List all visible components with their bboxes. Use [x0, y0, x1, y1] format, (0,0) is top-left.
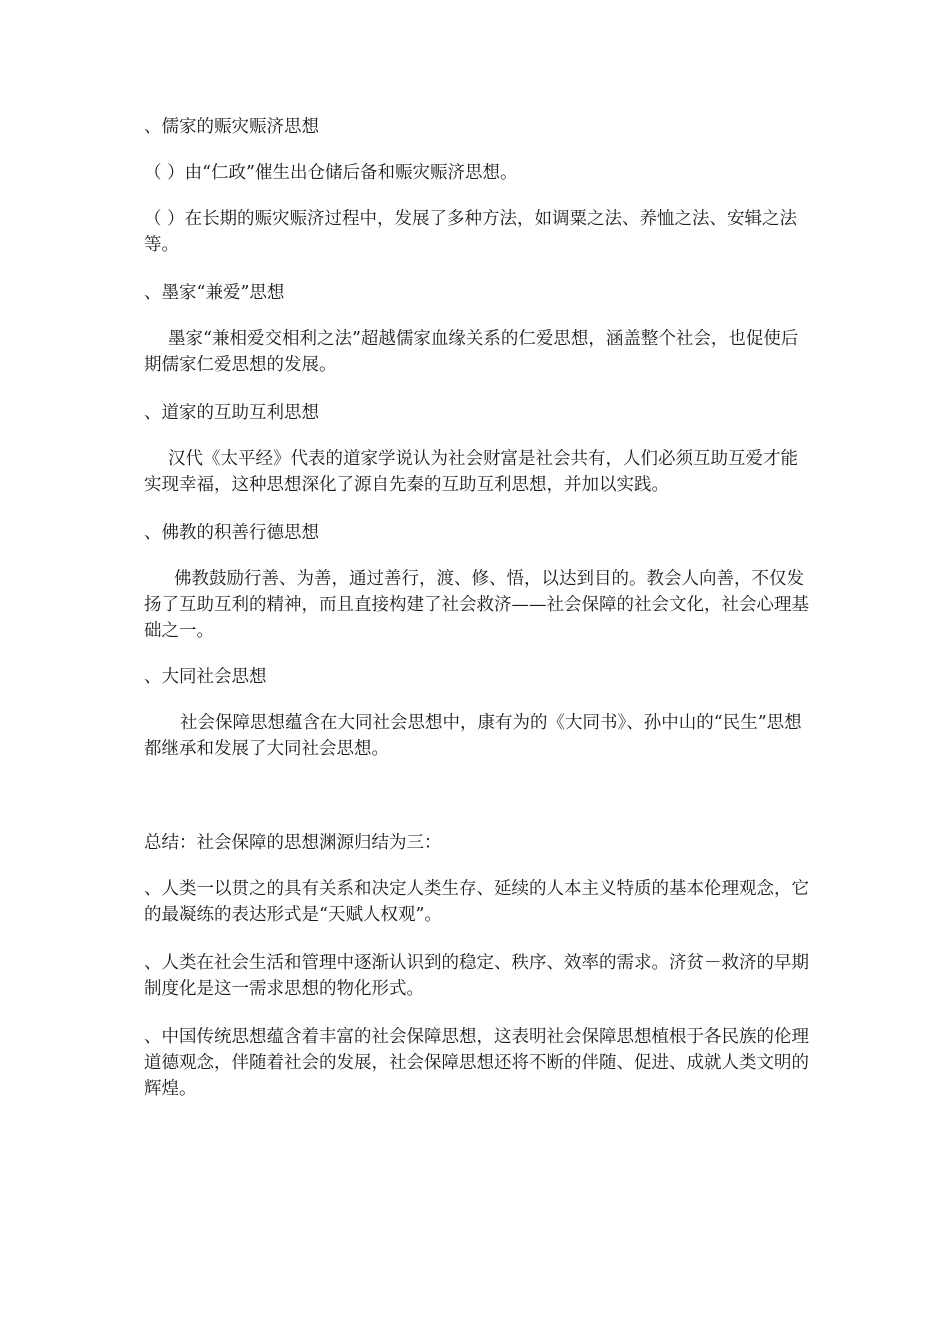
confucian-item-2: （ ）在长期的赈灾赈济过程中，发展了多种方法，如调粟之法、养恤之法、安辑之法等。: [144, 209, 798, 255]
section-heading-mohist: 、墨家“兼爱”思想: [144, 283, 285, 303]
section-heading-datong: 、大同社会思想: [144, 667, 267, 687]
summary-item-1: 、人类一以贯之的具有关系和决定人类生存、延续的人本主义特质的基本伦理观念，它的最凝练的表达形式是“天赋人权观”。: [144, 879, 809, 925]
summary-item-2: 、人类在社会生活和管理中逐渐认识到的稳定、秩序、效率的需求。济贫－救济的早期制度化是这一需求思想的物化形式。: [144, 953, 809, 999]
taoist-body: 汉代《太平经》代表的道家学说认为社会财富是社会共有，人们必须互助互爱才能实现幸福，这种思想深化了源自先秦的互助互利思想，并加以实践。: [144, 449, 798, 495]
mohist-body: 墨家“兼相爱交相利之法”超越儒家血缘关系的仁爱思想，涵盖整个社会，也促使后期儒家仁爱思想的发展。: [144, 329, 799, 375]
summary-item-3: 、中国传统思想蕴含着丰富的社会保障思想，这表明社会保障思想植根于各民族的伦理道德观念，伴随着社会的发展，社会保障思想还将不断的伴随、促进、成就人类文明的辉煌。: [144, 1027, 809, 1099]
section-heading-taoist: 、道家的互助互利思想: [144, 403, 319, 423]
confucian-item-1: （ ）由“仁政”催生出仓储后备和赈灾赈济思想。: [144, 163, 518, 183]
section-heading-confucian: 、儒家的赈灾赈济思想: [144, 117, 319, 137]
datong-body: 社会保障思想蕴含在大同社会思想中，康有为的《大同书》、孙中山的“民生”思想都继承和发展了大同社会思想。: [144, 713, 802, 759]
summary-title: 总结：社会保障的思想渊源归结为三：: [144, 833, 442, 853]
buddhist-body: 佛教鼓励行善、为善，通过善行，渡、修、悟，以达到目的。教会人向善，不仅发扬了互助互利的精神，而且直接构建了社会救济——社会保障的社会文化，社会心理基础之一。: [144, 569, 809, 641]
section-heading-buddhist: 、佛教的积善行德思想: [144, 523, 319, 543]
